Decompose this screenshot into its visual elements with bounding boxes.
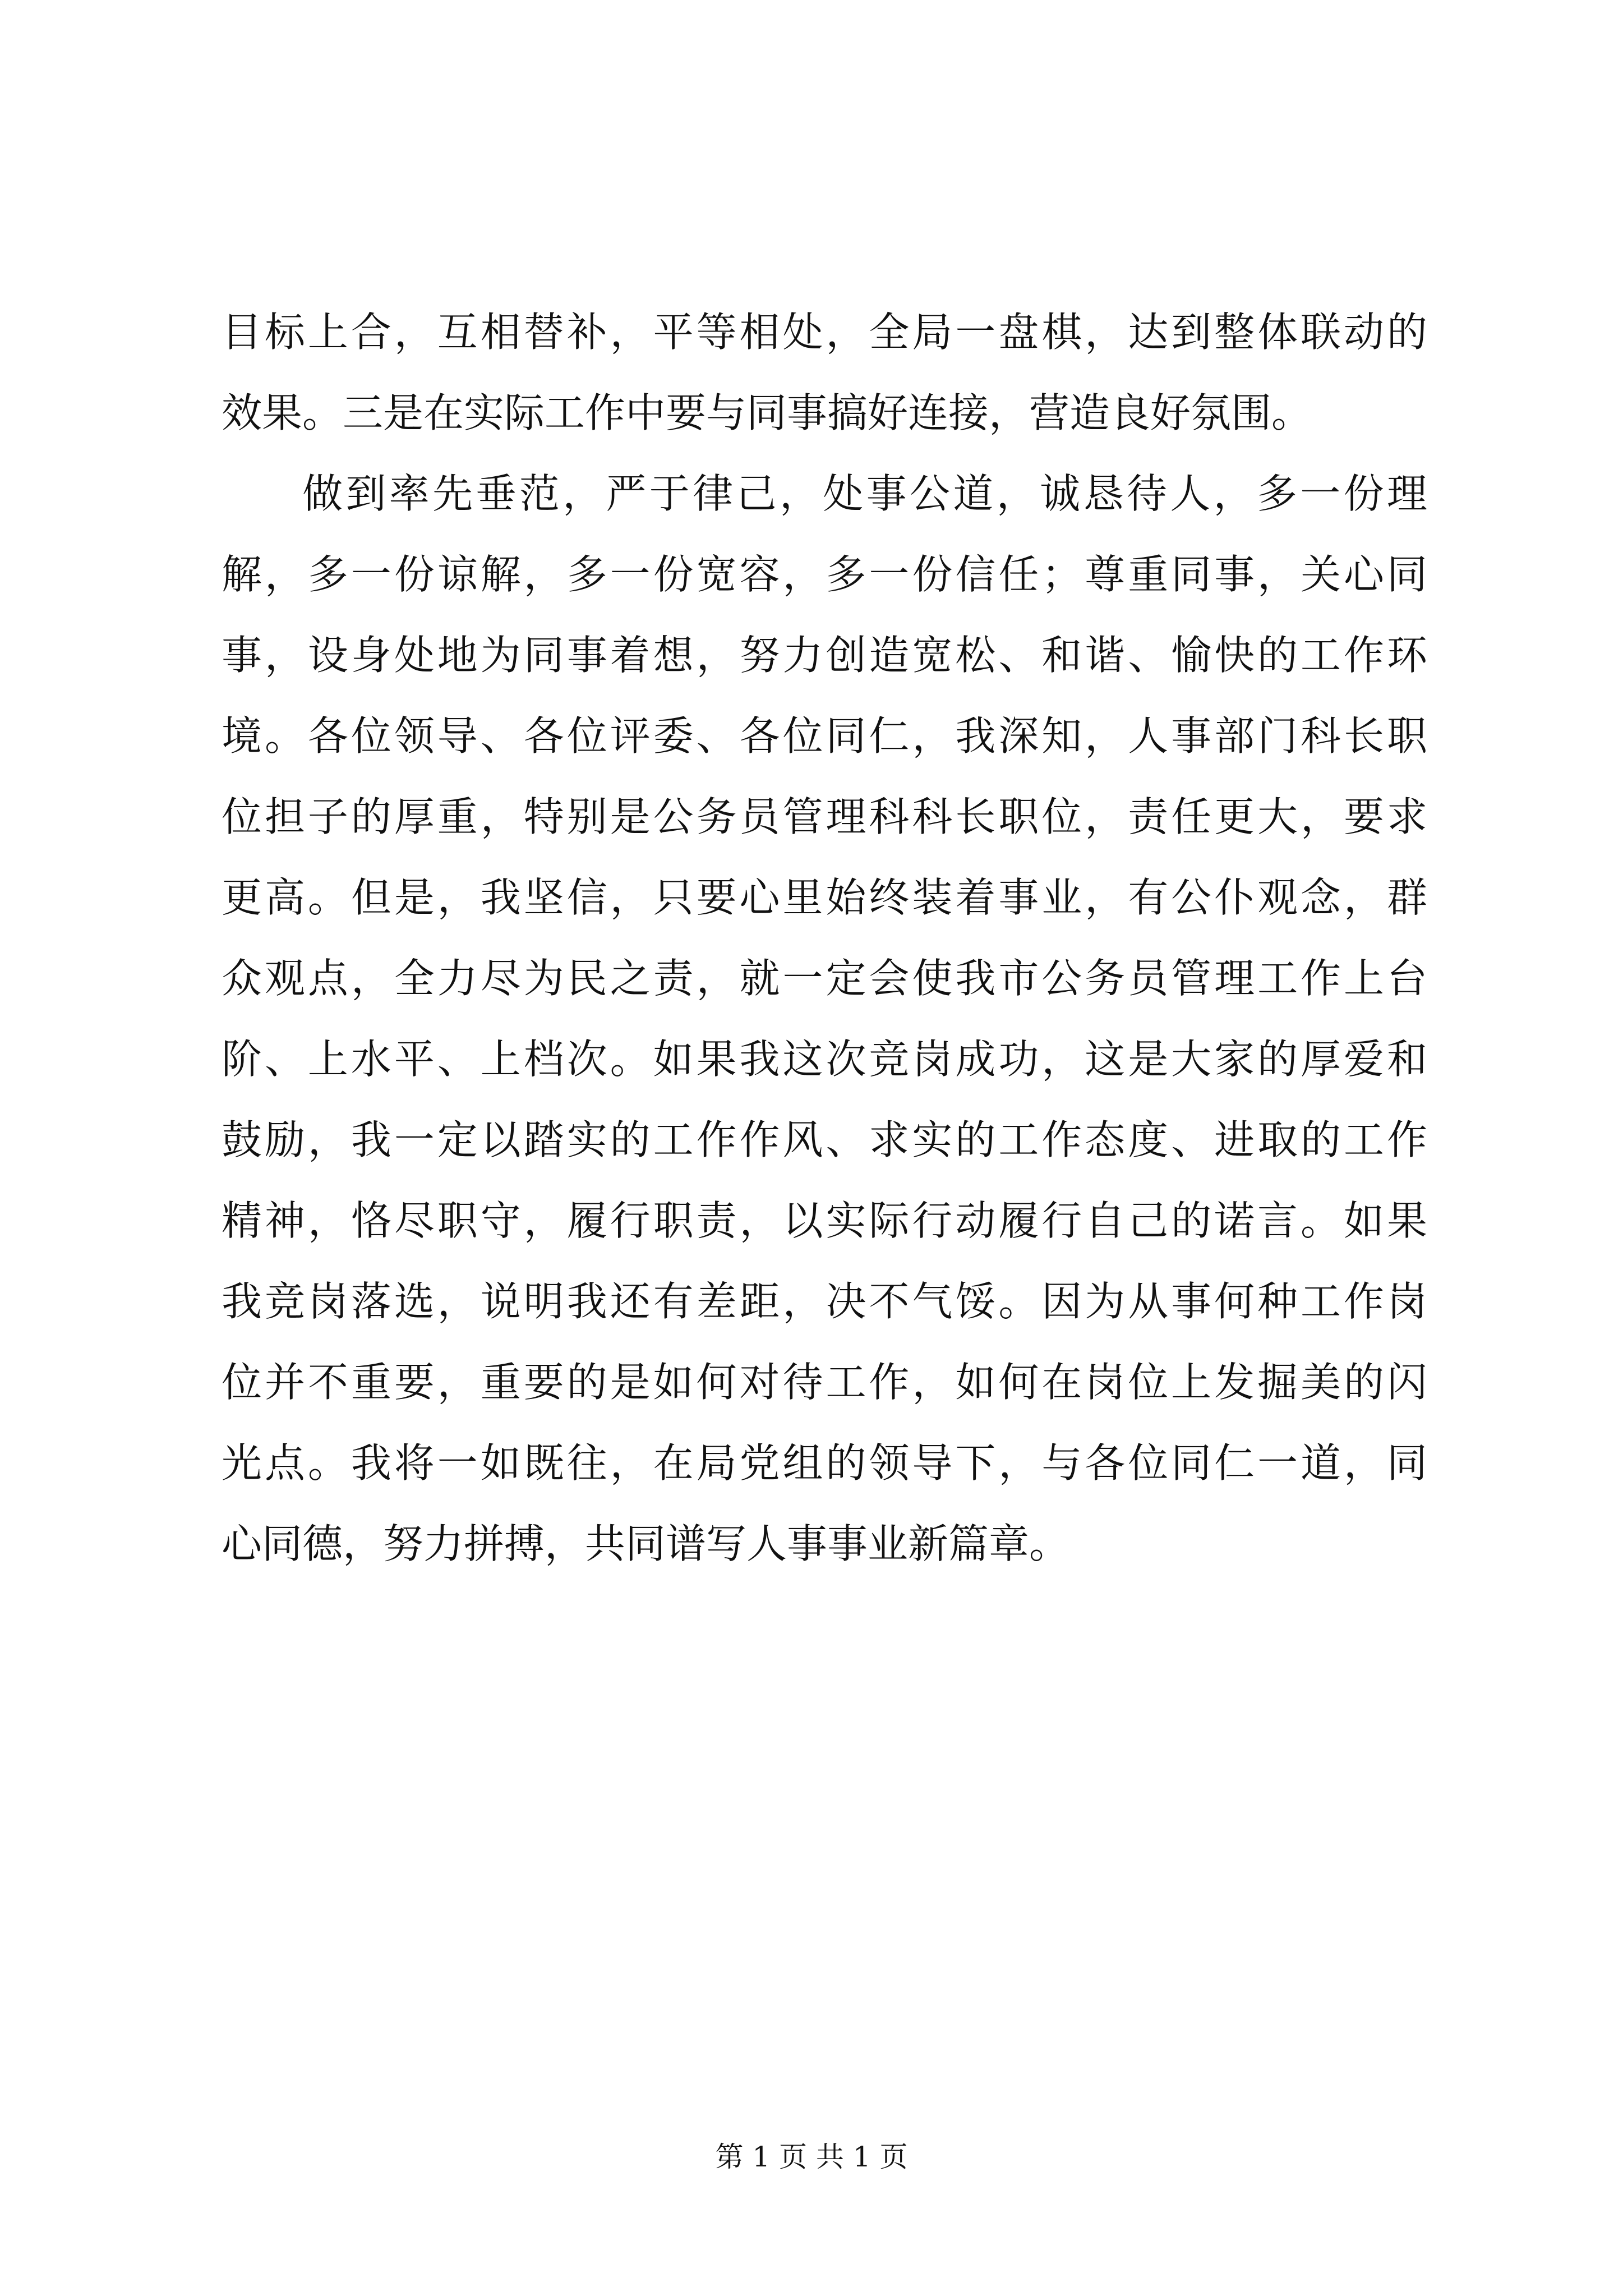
text-line: 我竞岗落选，说明我还有差距，决不气馁。因为从事何种工作岗: [222, 1278, 1427, 1325]
text-line: 位担子的厚重，特别是公务员管理科科长职位，责任更大，要求: [222, 793, 1427, 840]
text-line: 鼓励，我一定以踏实的工作作风、求实的工作态度、进取的工作: [222, 1116, 1427, 1163]
text-line: 光点。我将一如既往，在局党组的领导下，与各位同仁一道，同: [222, 1439, 1427, 1487]
text-line: 效果。三是在实际工作中要与同事搞好连接，营造良好氛围。: [222, 389, 1312, 436]
page-number-footer: 第 1 页 共 1 页: [715, 2141, 908, 2173]
paragraph-start-line: 做到率先垂范，严于律己，处事公道，诚恳待人，多一份理: [302, 470, 1427, 517]
text-line: 目标上合，互相替补，平等相处，全局一盘棋，达到整体联动的: [222, 309, 1427, 356]
text-line: 精神，恪尽职守，履行职责，以实际行动履行自己的诺言。如果: [222, 1197, 1427, 1244]
text-line: 位并不重要，重要的是如何对待工作，如何在岗位上发掘美的闪: [222, 1359, 1427, 1406]
text-line: 心同德，努力拼搏，共同谱写人事事业新篇章。: [222, 1520, 1070, 1567]
text-line: 众观点，全力尽为民之责，就一定会使我市公务员管理工作上台: [222, 955, 1427, 1002]
text-line: 更高。但是，我坚信，只要心里始终装着事业，有公仆观念，群: [222, 874, 1427, 921]
text-line: 解，多一份谅解，多一份宽容，多一份信任；尊重同事，关心同: [222, 551, 1427, 598]
body-text: [222, 292, 1427, 1584]
text-line: 事，设身处地为同事着想，努力创造宽松、和谐、愉快的工作环: [222, 632, 1427, 679]
text-line: 阶、上水平、上档次。如果我这次竞岗成功，这是大家的厚爱和: [222, 1036, 1427, 1083]
text-line: 境。各位领导、各位评委、各位同仁，我深知，人事部门科长职: [222, 712, 1427, 760]
